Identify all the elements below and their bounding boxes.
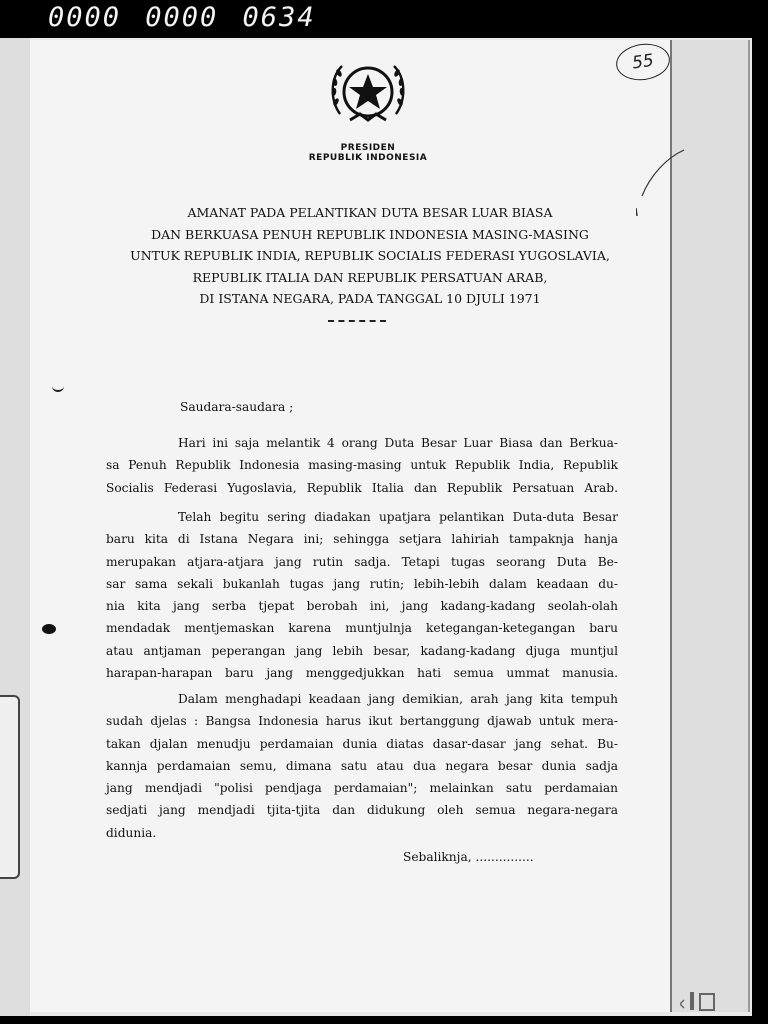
letterhead [268,143,468,163]
letterhead-line1: PRESIDEN [340,143,396,153]
pen-stroke-mark [636,148,686,218]
title-line: REPUBLIK ITALIA DAN REPUBLIK PERSATUAN ARAB, [192,269,548,285]
paragraph-line: atau antjaman peperangan jang lebih besar, kadang-kadang djuga muntjul [106,643,618,658]
ink-speck [42,624,56,634]
title-line: AMANAT PADA PELANTIKAN DUTA BESAR LUAR BIASA [187,205,553,220]
title-divider [328,320,386,322]
closing-line: Sebaliknja, ............... [403,850,534,864]
paragraph-line: Hari ini saja melantik 4 orang Duta Besar Luar Biasa dan Berkua- [178,436,618,450]
paragraph-line: kannja perdamaian semu, dimana satu atau dua negara besar dunia sadja [106,758,618,773]
binder-tab [0,695,20,879]
paragraph-line: Telah begitu sering diadakan upatjara pelantikan Duta-duta Besar [178,510,618,524]
paragraph-line: jang mendjadi "polisi pendjaga perdamaian"; melainkan satu perdamaian [106,781,618,796]
frame-number: 0000 0000 0634 [48,2,316,33]
film-header-bar [0,0,768,38]
paragraph-line: sar sama sekali bukanlah tugas jang rutin; lebih-lebih dalam keadaan du- [106,576,618,591]
title-line: UNTUK REPUBLIK INDIA, REPUBLIK SOCIALIS FEDERASI YUGOSLAVIA, [130,248,610,263]
paragraph-2 [106,506,618,684]
paragraph-line: merupakan atjara-atjara jang rutin sadja. Tetapi tugas seorang Duta Be- [106,554,618,569]
paragraph-line: takan djalan menudju perdamaian dunia diatas dasar-dasar jang sehat. Bu- [106,736,618,751]
paragraph-line: Dalam menghadapi keadaan jang demikian, arah jang kita tempuh [178,692,618,706]
title-line: DAN BERKUASA PENUH REPUBLIK INDONESIA MASING-MASING [151,226,589,242]
paragraph-1 [106,432,618,499]
paragraph-line: sa Penuh Republik Indonesia masing-masing untuk Republik India, Republik [106,458,618,473]
title-line: DI ISTANA NEGARA, PADA TANGGAL 10 DJULI 1971 [199,291,541,306]
paragraph-line: harapan-harapan baru jang menggedjukkan hati semua ummat manusia. [106,666,618,681]
paragraph-line: sudah djelas : Bangsa Indonesia harus ikut bertanggung djawab untuk mera- [106,714,618,729]
paragraph-3 [106,688,618,844]
paragraph-line: sedjati jang mendjadi tjita-tjita dan didukung oleh semua negara-negara [106,803,618,818]
paragraph-line: baru kita di Istana Negara ini; sehingga setjara lahiriah tampaknja hanja [106,532,618,547]
salutation: Saudara-saudara ; [180,400,294,414]
paragraph-line: Socialis Federasi Yugoslavia, Republik Italia dan Republik Persatuan Arab. [106,480,618,495]
paragraph-line: didunia. [106,825,157,840]
paragraph-line: nia kita jang serba tjepat berobah ini, jang kadang-kadang seolah-olah [106,599,618,614]
handwritten-page-number: 55 [614,40,672,83]
paragraph-line: mendadak mentjemaskan karena muntjulnja ketegangan-ketegangan baru [106,621,618,636]
letterhead-line2: REPUBLIK INDONESIA [308,153,428,163]
document-title [100,202,640,310]
state-emblem-icon [326,52,410,132]
scan-corner-mark-icon [680,988,720,1014]
